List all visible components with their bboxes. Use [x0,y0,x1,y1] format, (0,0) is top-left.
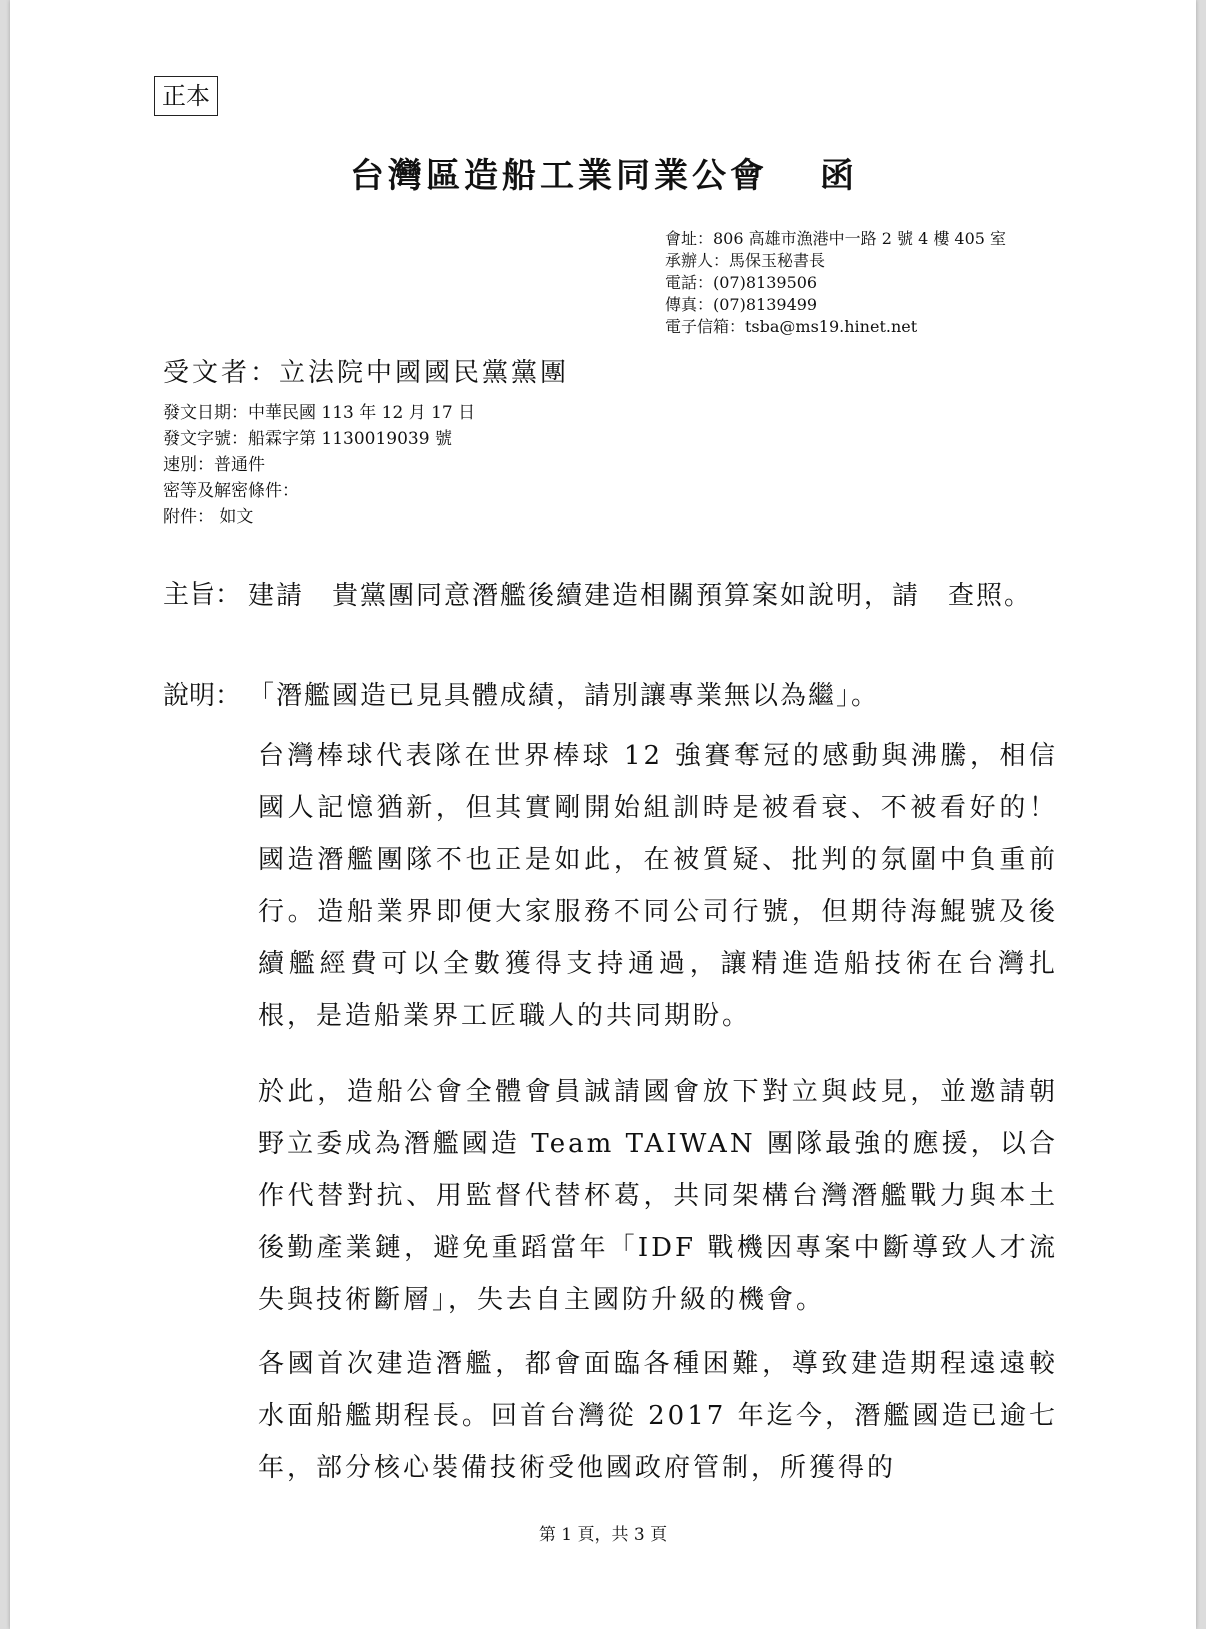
original-copy-stamp: 正本 [154,76,218,116]
contact-address: 會址：806 高雄市漁港中一路 2 號 4 樓 405 室 [665,229,1007,248]
explanation-label: 說明： [163,681,242,711]
subject-text: 建請 貴黨團同意潛艦後續建造相關預算案如說明，請 查照。 [248,581,1033,611]
explanation-quote: 「潛艦國造已見具體成績，請別讓專業無以為繼」。 [248,681,880,711]
contact-fax: 傳真：(07)8139499 [665,295,818,314]
attachment-line: 附件： 如文 [163,507,254,527]
body-paragraph-3: 各國首次建造潛艦，都會面臨各種困難，導致建造期程遠遠較水面船艦期程長。回首台灣從 2017 年迄今，潛艦國造已逾七年，部分核心裝備技術受他國政府管制，所獲得的 [258,1349,1058,1483]
contact-block [665,228,1006,338]
body-paragraph-1: 台灣棒球代表隊在世界棒球 12 強賽奪冠的感動與沸騰，相信國人記憶猶新，但其實剛開始組訓時是被看衰、不被看好的！國造潛艦團隊不也正是如此，在被質疑、批判的氛圍中負重前行。造船業界即便大家服務不同公司行號，但期待海鯤號及後續艦經費可以全數獲得支持通過，讓精進造船技術在台灣扎根，是造船業界工匠職人的共同期盼。 [258,741,1058,1031]
issue-date: 發文日期：中華民國 113 年 12 月 17 日 [163,403,476,423]
body-paragraph-2: 於此，造船公會全體會員誠請國會放下對立與歧見，並邀請朝野立委成為潛艦國造 Team TAIWAN 團隊最強的應援，以合作代替對抗、用監督代替杯葛，共同架構台灣潛艦戰力與本土後勤產業鏈，避免重蹈當年「IDF 戰機因專案中斷導致人才流失與技術斷層」，失去自主國防升級的機會。 [258,1077,1058,1315]
organization-name: 台灣區造船工業同業公會 [350,156,768,196]
subject-label: 主旨： [163,580,242,610]
contact-email: 電子信箱：tsba@ms19.hinet.net [665,317,918,336]
page-footer: 第 1 頁，共 3 頁 [538,1525,668,1545]
document-number: 發文字號：船霖字第 1130019039 號 [163,429,452,449]
delivery-speed: 速別：普通件 [163,455,265,475]
secrecy-level: 密等及解密條件： [163,481,299,501]
recipient-line: 受文者：立法院中國國民黨黨團 [163,358,570,388]
document-type: 函 [820,156,858,196]
document-meta [163,400,475,530]
document-page [10,0,1196,1629]
contact-phone: 電話：(07)8139506 [665,273,818,292]
contact-handler: 承辦人：馬保玉秘書長 [665,251,826,270]
document-title [350,148,858,197]
